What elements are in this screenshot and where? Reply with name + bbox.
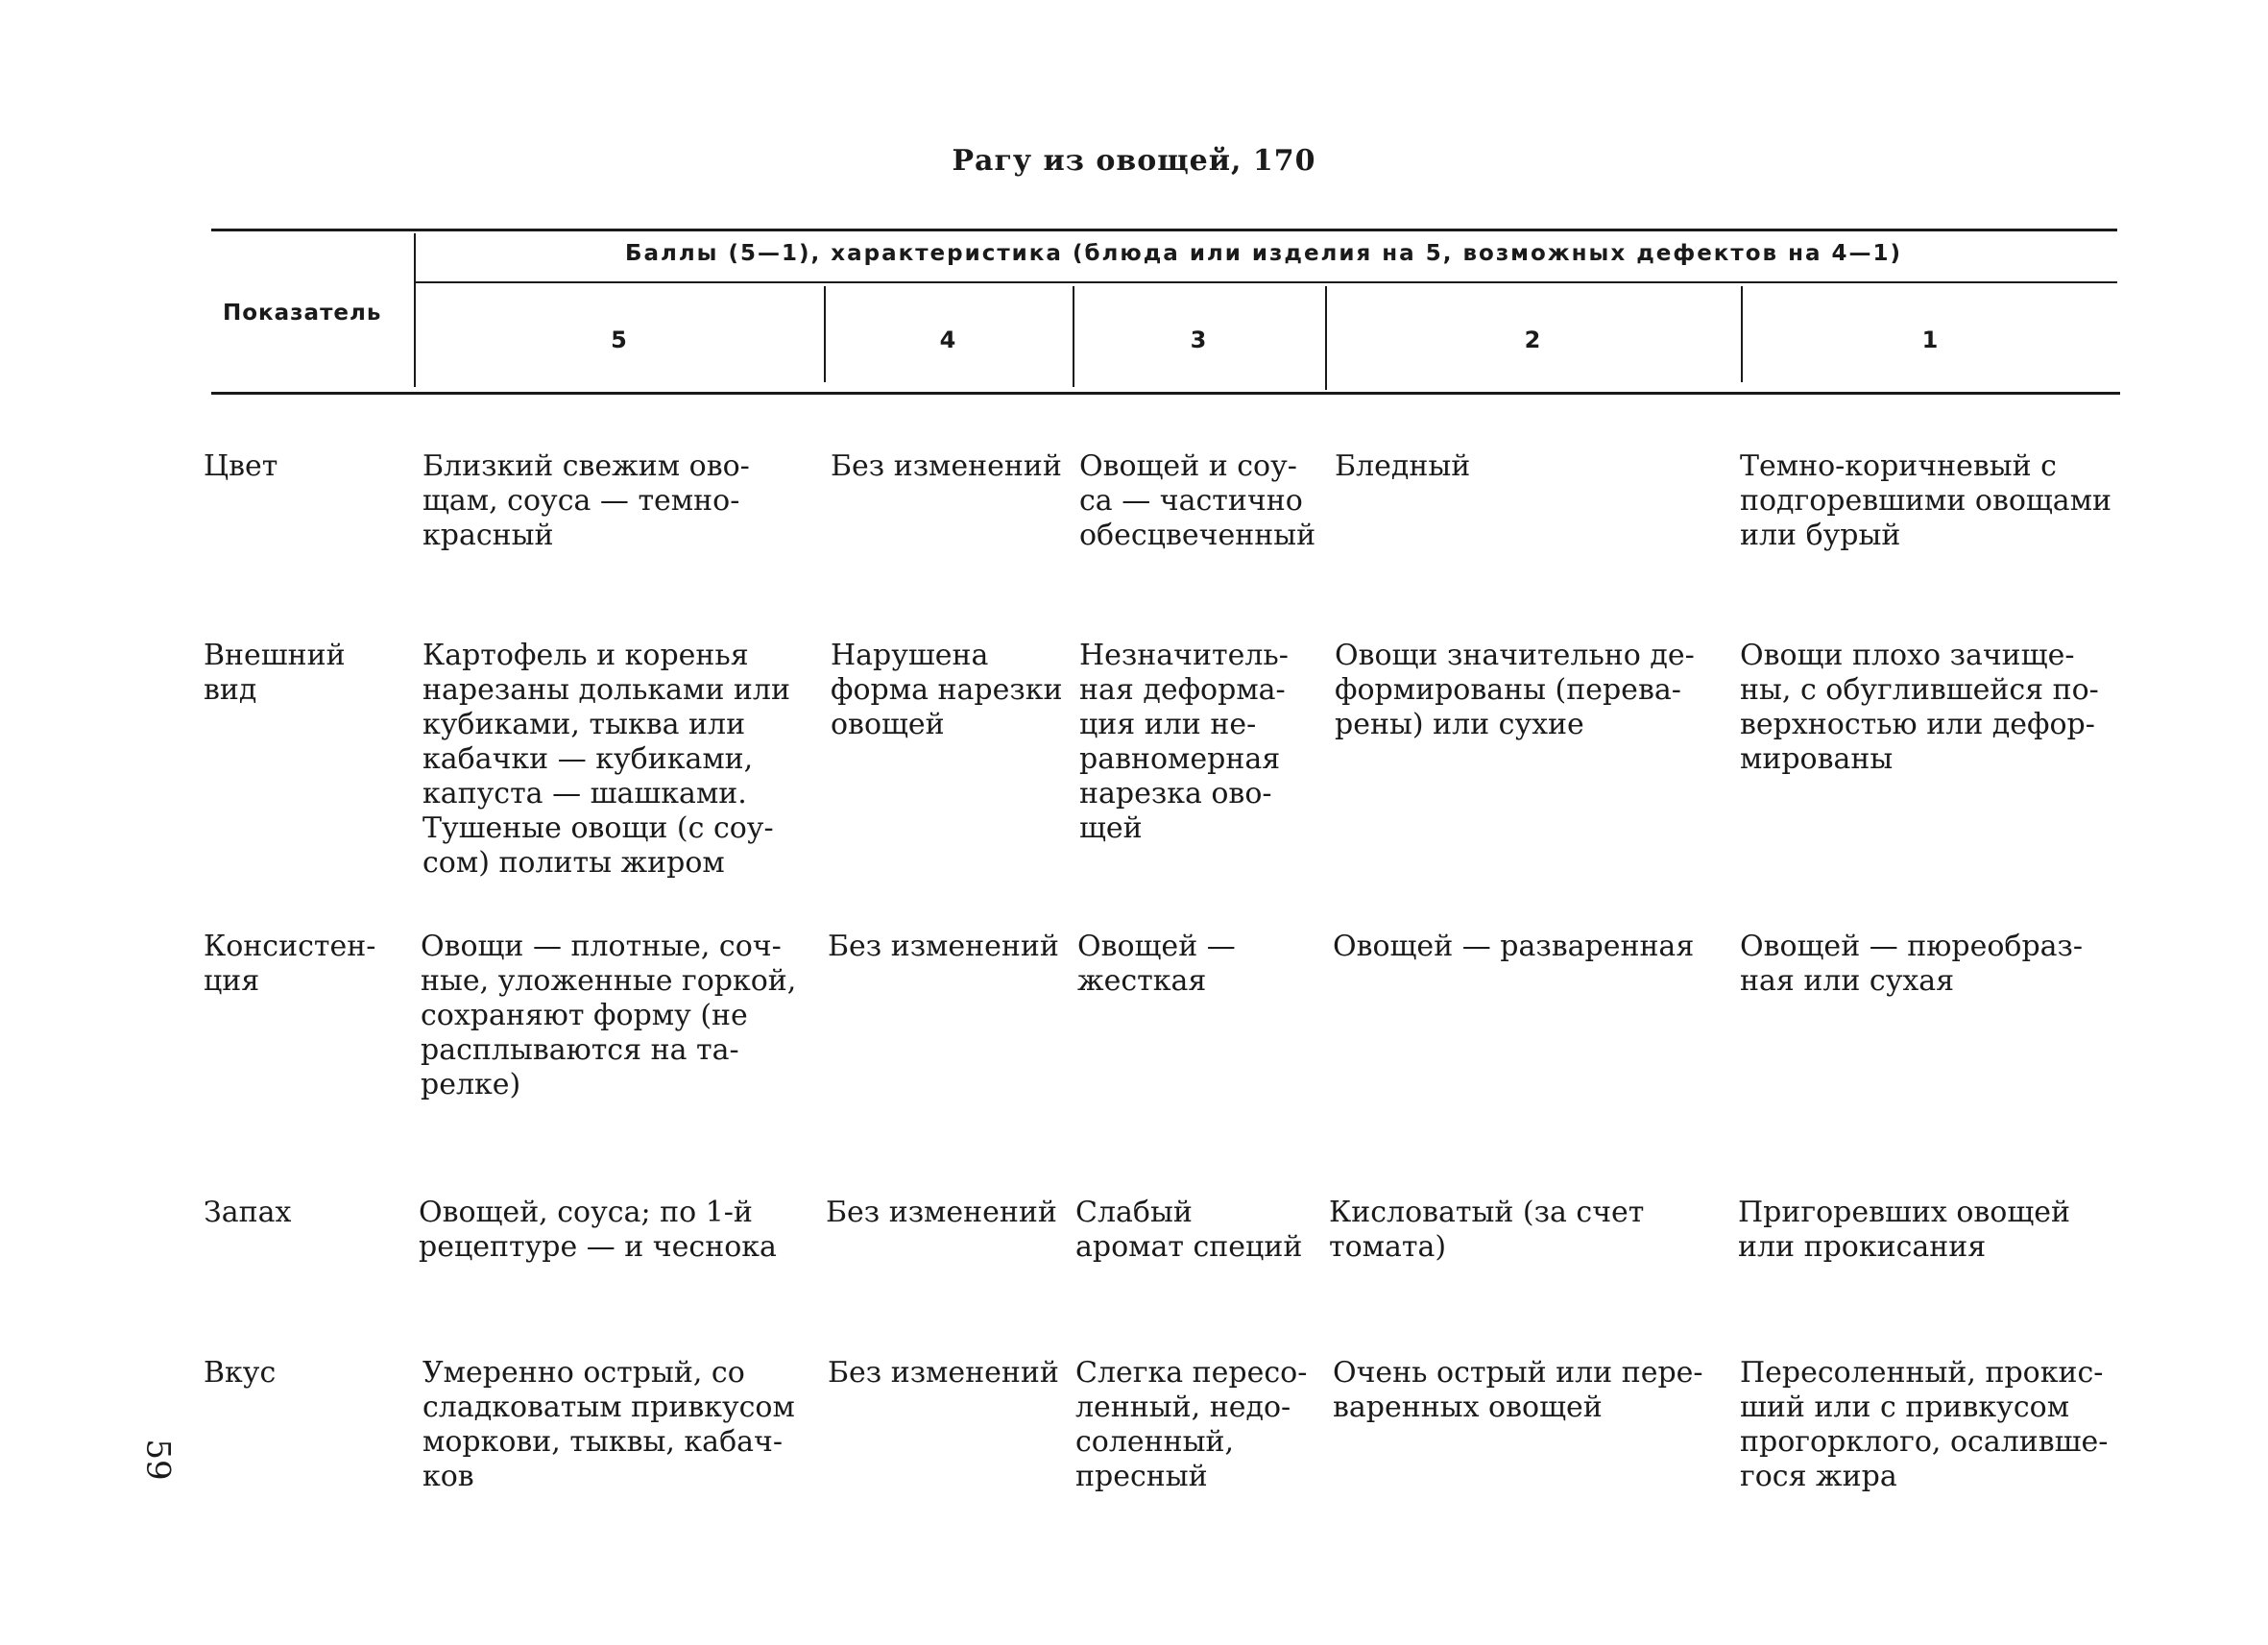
header-bottom-rule: [211, 392, 2120, 395]
cell-score-5: Близкий свежим ово- щам, соуса — темно- красный: [422, 449, 750, 552]
row-label-smell: Запах: [204, 1196, 292, 1229]
page-title: Рагу из овощей, 170: [952, 144, 1316, 178]
cell-score-3: Слабый аромат специй: [1075, 1196, 1303, 1264]
score-header-2: 2: [1524, 327, 1542, 353]
cell-score-3: Незначитель- ная деформа- ция или не- равномерная нарезка ово- щей: [1079, 639, 1289, 845]
cell-score-2: Кисловатый (за счет томата): [1329, 1196, 1645, 1264]
cell-score-5: Умеренно острый, со сладковатым привкусом моркови, тыквы, кабач- ков: [422, 1356, 795, 1493]
cell-score-1: Пересоленный, прокис- ший или с привкусом прогорклого, осалившe- гося жира: [1740, 1356, 2109, 1493]
cell-score-5: Картофель и коренья нарезаны дольками или кубиками, тыква или кабачки — кубиками, капуста — шашками. Тушеные овощи (с соу- сом) политы жиром: [422, 639, 790, 880]
cell-score-5: Овощей, соуса; по 1-й рецептуре — и чеснока: [419, 1196, 777, 1264]
cell-score-3: Овощей и соу- са — частично обесцвеченный: [1079, 449, 1316, 552]
cell-score-1: Пригоревших овощей или прокисания: [1738, 1196, 2070, 1264]
cell-score-4: Без изменений: [831, 449, 1062, 483]
score-header-4: 4: [939, 327, 957, 353]
cell-score-3: Слегка пересо- ленный, недо- соленный, пресный: [1075, 1356, 1308, 1493]
row-label-appearance: Внешний вид: [204, 639, 346, 707]
page-number: 59: [138, 1439, 178, 1481]
row-label-taste: Вкус: [204, 1356, 277, 1390]
cell-score-4: Без изменений: [828, 930, 1059, 963]
score-group-header: Баллы (5—1), характеристика (блюда или изделия на 5, возможных дефектов на 4—1): [624, 241, 1903, 266]
cell-score-4: Без изменений: [826, 1196, 1057, 1229]
score-header-1: 1: [1921, 327, 1940, 353]
table-top-rule: [211, 229, 2117, 231]
cell-score-1: Овощей — пюреобраз- ная или сухая: [1740, 930, 2084, 998]
row-label-color: Цвет: [204, 449, 278, 483]
cell-score-4: Без изменений: [828, 1356, 1059, 1390]
cell-score-2: Овощи значительно де- формированы (перева- рены) или сухие: [1335, 639, 1695, 741]
row-label-consistency: Консистен- ция: [204, 930, 376, 998]
score-header-5: 5: [611, 327, 628, 353]
score-header-3: 3: [1190, 327, 1208, 353]
indicator-column-header: Показатель: [223, 301, 382, 326]
cell-score-2: Бледный: [1335, 449, 1471, 483]
group-header-rule: [415, 281, 2117, 283]
cell-score-3: Овощей — жесткая: [1077, 930, 1236, 998]
cell-score-1: Овощи плохо зачище- ны, с обуглившейся по- верхностью или дефор- мированы: [1740, 639, 2099, 776]
cell-score-2: Очень острый или пере- варенных овощей: [1333, 1356, 1703, 1424]
cell-score-2: Овощей — разваренная: [1333, 930, 1695, 963]
cell-score-4: Нарушена форма нарезки овощей: [831, 639, 1063, 741]
cell-score-5: Овощи — плотные, соч- ные, уложенные горкой, сохраняют форму (не расплываются на та- релке): [421, 930, 797, 1101]
cell-score-1: Темно-коричневый с подгоревшими овощами или бурый: [1740, 449, 2112, 552]
